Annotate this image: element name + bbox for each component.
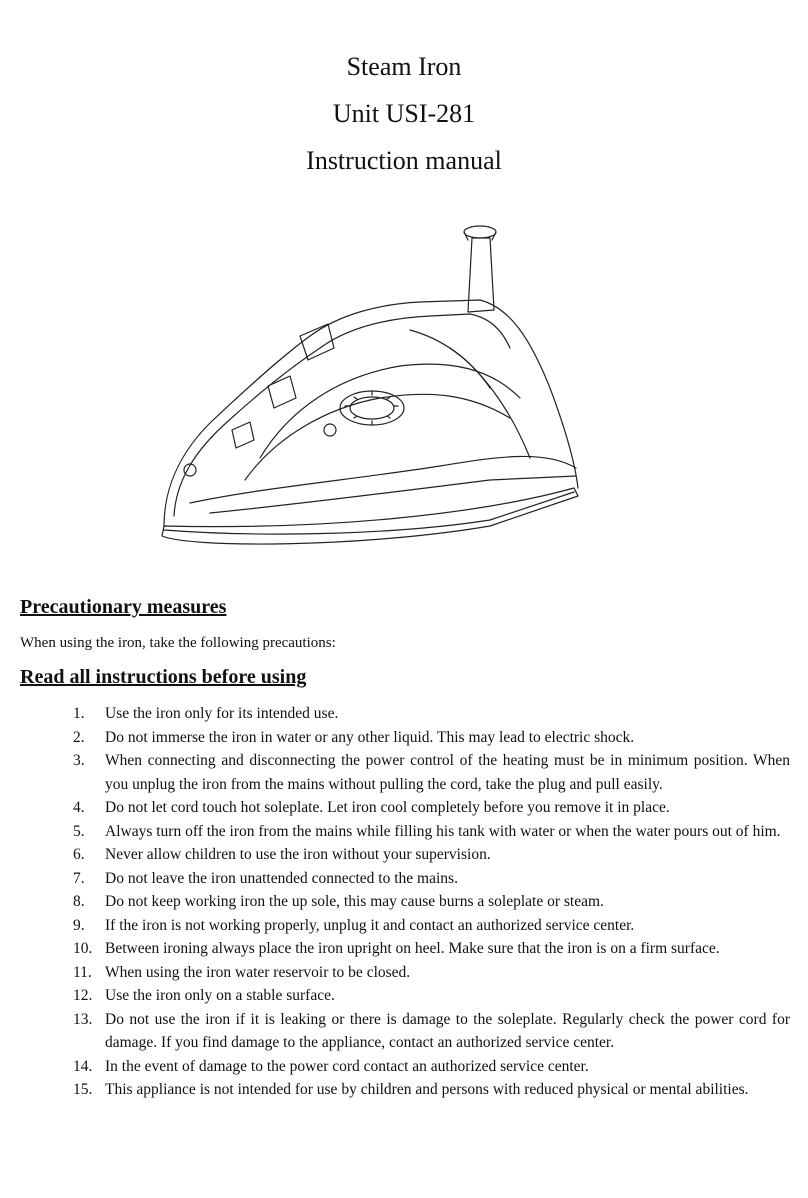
list-item-number: 6. — [73, 846, 85, 863]
list-item — [0, 726, 790, 750]
soleplate-edge — [164, 492, 574, 534]
body-side-shell — [190, 456, 576, 503]
list-item-number: 9. — [73, 916, 85, 934]
list-item-number: 4. — [73, 799, 85, 816]
list-item-number: 12. — [73, 987, 93, 1004]
steam-iron-illustration — [150, 218, 590, 558]
list-item-number: 2. — [73, 728, 85, 746]
list-item — [0, 1078, 790, 1102]
handle-inner — [260, 364, 520, 458]
document-title: Steam Iron — [346, 52, 462, 81]
burst-button — [232, 422, 254, 448]
document-subtitle: Instruction manual — [306, 146, 502, 175]
list-item-text: Do not keep working iron the up sole, this may cause burns a soleplate or steam. — [105, 893, 604, 910]
list-item — [0, 820, 790, 844]
list-item-number: 1. — [73, 705, 85, 722]
list-item-text: When connecting and disconnecting the power control of the heating must be in minimum position. When you unplug the iron from the mains without pulling the cord, take the plug and pull easily. — [105, 752, 790, 793]
list-item-number: 10. — [73, 940, 93, 957]
list-item-text: Always turn off the iron from the mains while filling his tank with water or when the water pours out of him. — [105, 822, 781, 840]
list-item-text: This appliance is not intended for use by children and persons with reduced physical or mental abilities. — [105, 1081, 749, 1098]
steam-post-cap — [464, 226, 496, 238]
list-item — [0, 984, 790, 1008]
list-item — [0, 867, 790, 891]
list-item-text: If the iron is not working properly, unplug it and contact an authorized service center. — [105, 916, 635, 934]
list-item-number: 11. — [73, 963, 92, 981]
handle-grip — [245, 394, 510, 480]
list-item-number: 14. — [73, 1057, 93, 1075]
list-item-number: 5. — [73, 822, 85, 840]
list-item-text: Use the iron only on a stable surface. — [105, 987, 335, 1004]
list-item — [0, 937, 790, 961]
indicator-light — [324, 424, 336, 436]
list-item-number: 13. — [73, 1010, 93, 1028]
list-item — [0, 961, 790, 985]
list-item-text: Do not use the iron if it is leaking or there is damage to the soleplate. Regularly check the power cord for damage. If you find damage to the appliance, contact an authorized service center. — [105, 1010, 790, 1051]
list-item — [0, 1055, 790, 1079]
list-item — [0, 914, 790, 938]
list-item-text: Do not immerse the iron in water or any other liquid. This may lead to electric shock. — [105, 728, 635, 746]
section-intro: When using the iron, take the following precautions: — [20, 635, 336, 651]
section-title-precautionary: Precautionary measures — [20, 596, 227, 618]
list-item-number: 7. — [73, 869, 85, 887]
list-item-text: Between ironing always place the iron upright on heel. Make sure that the iron is on a firm surface. — [105, 940, 720, 957]
list-item-text: When using the iron water reservoir to be closed. — [105, 963, 411, 981]
list-item-number: 15. — [73, 1081, 93, 1098]
list-item-text: In the event of damage to the power cord contact an authorized service center. — [105, 1057, 589, 1075]
list-item — [0, 890, 790, 914]
list-item — [0, 702, 790, 726]
iron-body-inner — [174, 348, 320, 516]
list-item — [0, 1008, 790, 1055]
list-item-number: 8. — [73, 893, 85, 910]
list-item — [0, 749, 790, 796]
iron-body-outline — [164, 300, 578, 526]
list-item — [0, 796, 790, 820]
list-item-text: Use the iron only for its intended use. — [105, 705, 339, 722]
instructions-list — [0, 702, 790, 1102]
list-item — [0, 843, 790, 867]
steam-button — [268, 376, 296, 408]
section-title-read-instructions: Read all instructions before using — [20, 666, 307, 688]
list-item-text: Never allow children to use the iron without your supervision. — [105, 846, 491, 863]
list-item-text: Do not leave the iron unattended connected to the mains. — [105, 869, 458, 887]
list-item-text: Do not let cord touch hot soleplate. Let iron cool completely before you remove it in place. — [105, 799, 670, 816]
model-number: Unit USI-281 — [332, 99, 476, 128]
list-item-number: 3. — [73, 752, 85, 769]
